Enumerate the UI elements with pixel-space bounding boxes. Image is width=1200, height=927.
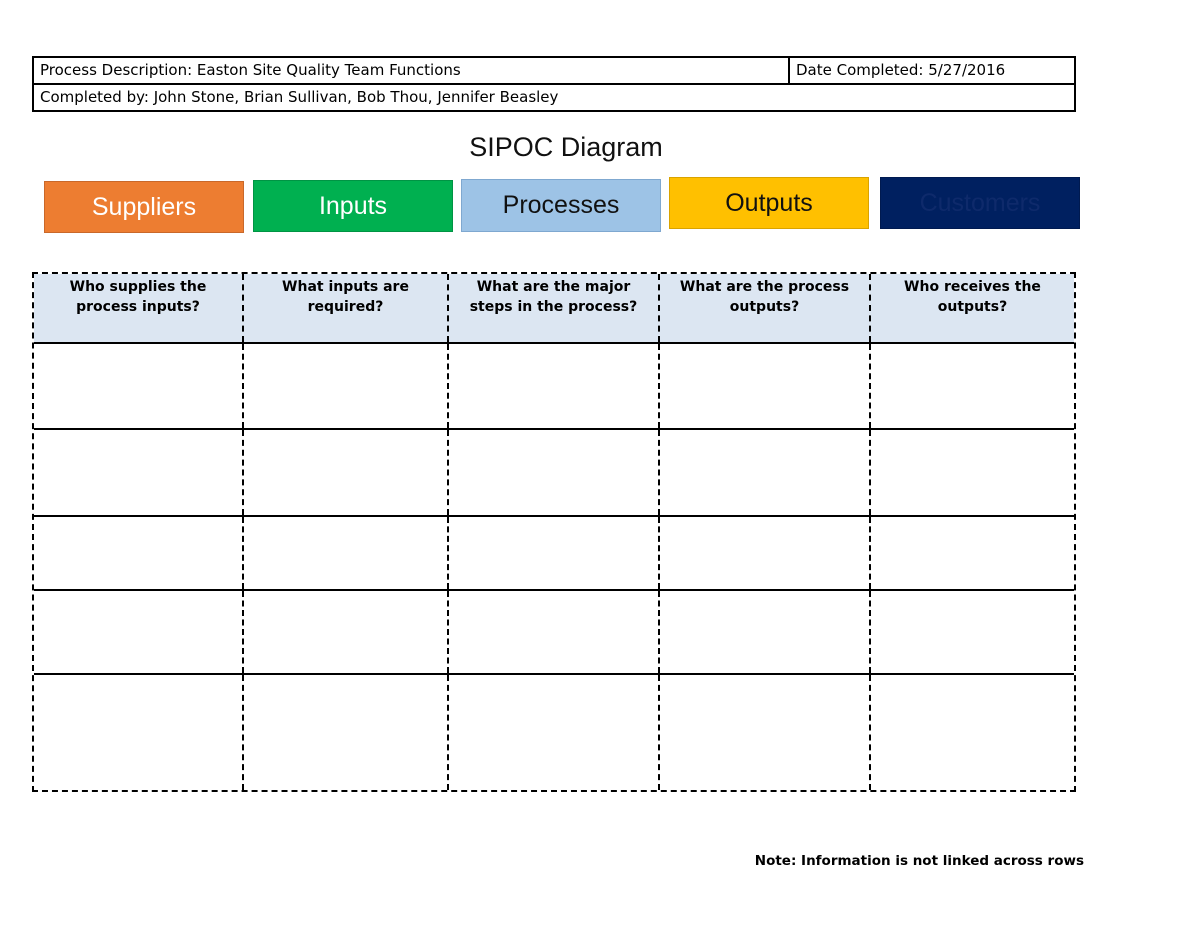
- table-cell[interactable]: [871, 430, 1074, 515]
- date-completed: Date Completed: 5/27/2016: [789, 57, 1075, 84]
- info-row-completed-by: [33, 84, 1075, 111]
- category-inputs: Inputs: [253, 180, 453, 232]
- category-suppliers: Suppliers: [44, 181, 244, 233]
- table-cell[interactable]: [871, 344, 1074, 428]
- table-cell[interactable]: [244, 430, 449, 515]
- category-outputs: Outputs: [669, 177, 869, 229]
- table-cell[interactable]: [449, 591, 660, 673]
- table-cell[interactable]: [871, 517, 1074, 589]
- footnote: Note: Information is not linked across rows: [754, 853, 1084, 869]
- table-cell[interactable]: [34, 344, 244, 428]
- table-row: [34, 517, 1074, 591]
- sipoc-grid: [32, 272, 1076, 792]
- process-description: Process Description: Easton Site Quality Team Functions: [33, 57, 789, 84]
- info-row-description: [33, 57, 1075, 84]
- table-cell[interactable]: [449, 430, 660, 515]
- question-processes: What are the major steps in the process?: [449, 274, 660, 342]
- question-header-row: [34, 274, 1074, 344]
- process-info-table: [32, 56, 1076, 112]
- table-cell[interactable]: [34, 675, 244, 790]
- table-cell[interactable]: [34, 591, 244, 673]
- table-cell[interactable]: [660, 517, 871, 589]
- table-row: [34, 591, 1074, 675]
- table-cell[interactable]: [244, 517, 449, 589]
- table-cell[interactable]: [660, 344, 871, 428]
- table-cell[interactable]: [34, 517, 244, 589]
- question-suppliers: Who supplies the process inputs?: [34, 274, 244, 342]
- table-cell[interactable]: [660, 675, 871, 790]
- question-inputs: What inputs are required?: [244, 274, 449, 342]
- table-cell[interactable]: [244, 344, 449, 428]
- table-cell[interactable]: [34, 430, 244, 515]
- table-cell[interactable]: [660, 591, 871, 673]
- table-row: [34, 675, 1074, 790]
- category-processes: Processes: [461, 179, 661, 232]
- table-cell[interactable]: [244, 591, 449, 673]
- table-cell[interactable]: [660, 430, 871, 515]
- completed-by: Completed by: John Stone, Brian Sullivan, Bob Thou, Jennifer Beasley: [33, 84, 1075, 111]
- table-cell[interactable]: [871, 675, 1074, 790]
- table-cell[interactable]: [871, 591, 1074, 673]
- category-customers: Customers: [880, 177, 1080, 229]
- table-cell[interactable]: [244, 675, 449, 790]
- table-cell[interactable]: [449, 675, 660, 790]
- table-cell[interactable]: [449, 344, 660, 428]
- table-row: [34, 344, 1074, 430]
- question-customers: Who receives the outputs?: [904, 279, 1041, 315]
- table-cell[interactable]: [449, 517, 660, 589]
- page-title: SIPOC Diagram: [469, 132, 663, 162]
- table-row: [34, 430, 1074, 517]
- question-outputs: What are the process outputs?: [660, 274, 871, 342]
